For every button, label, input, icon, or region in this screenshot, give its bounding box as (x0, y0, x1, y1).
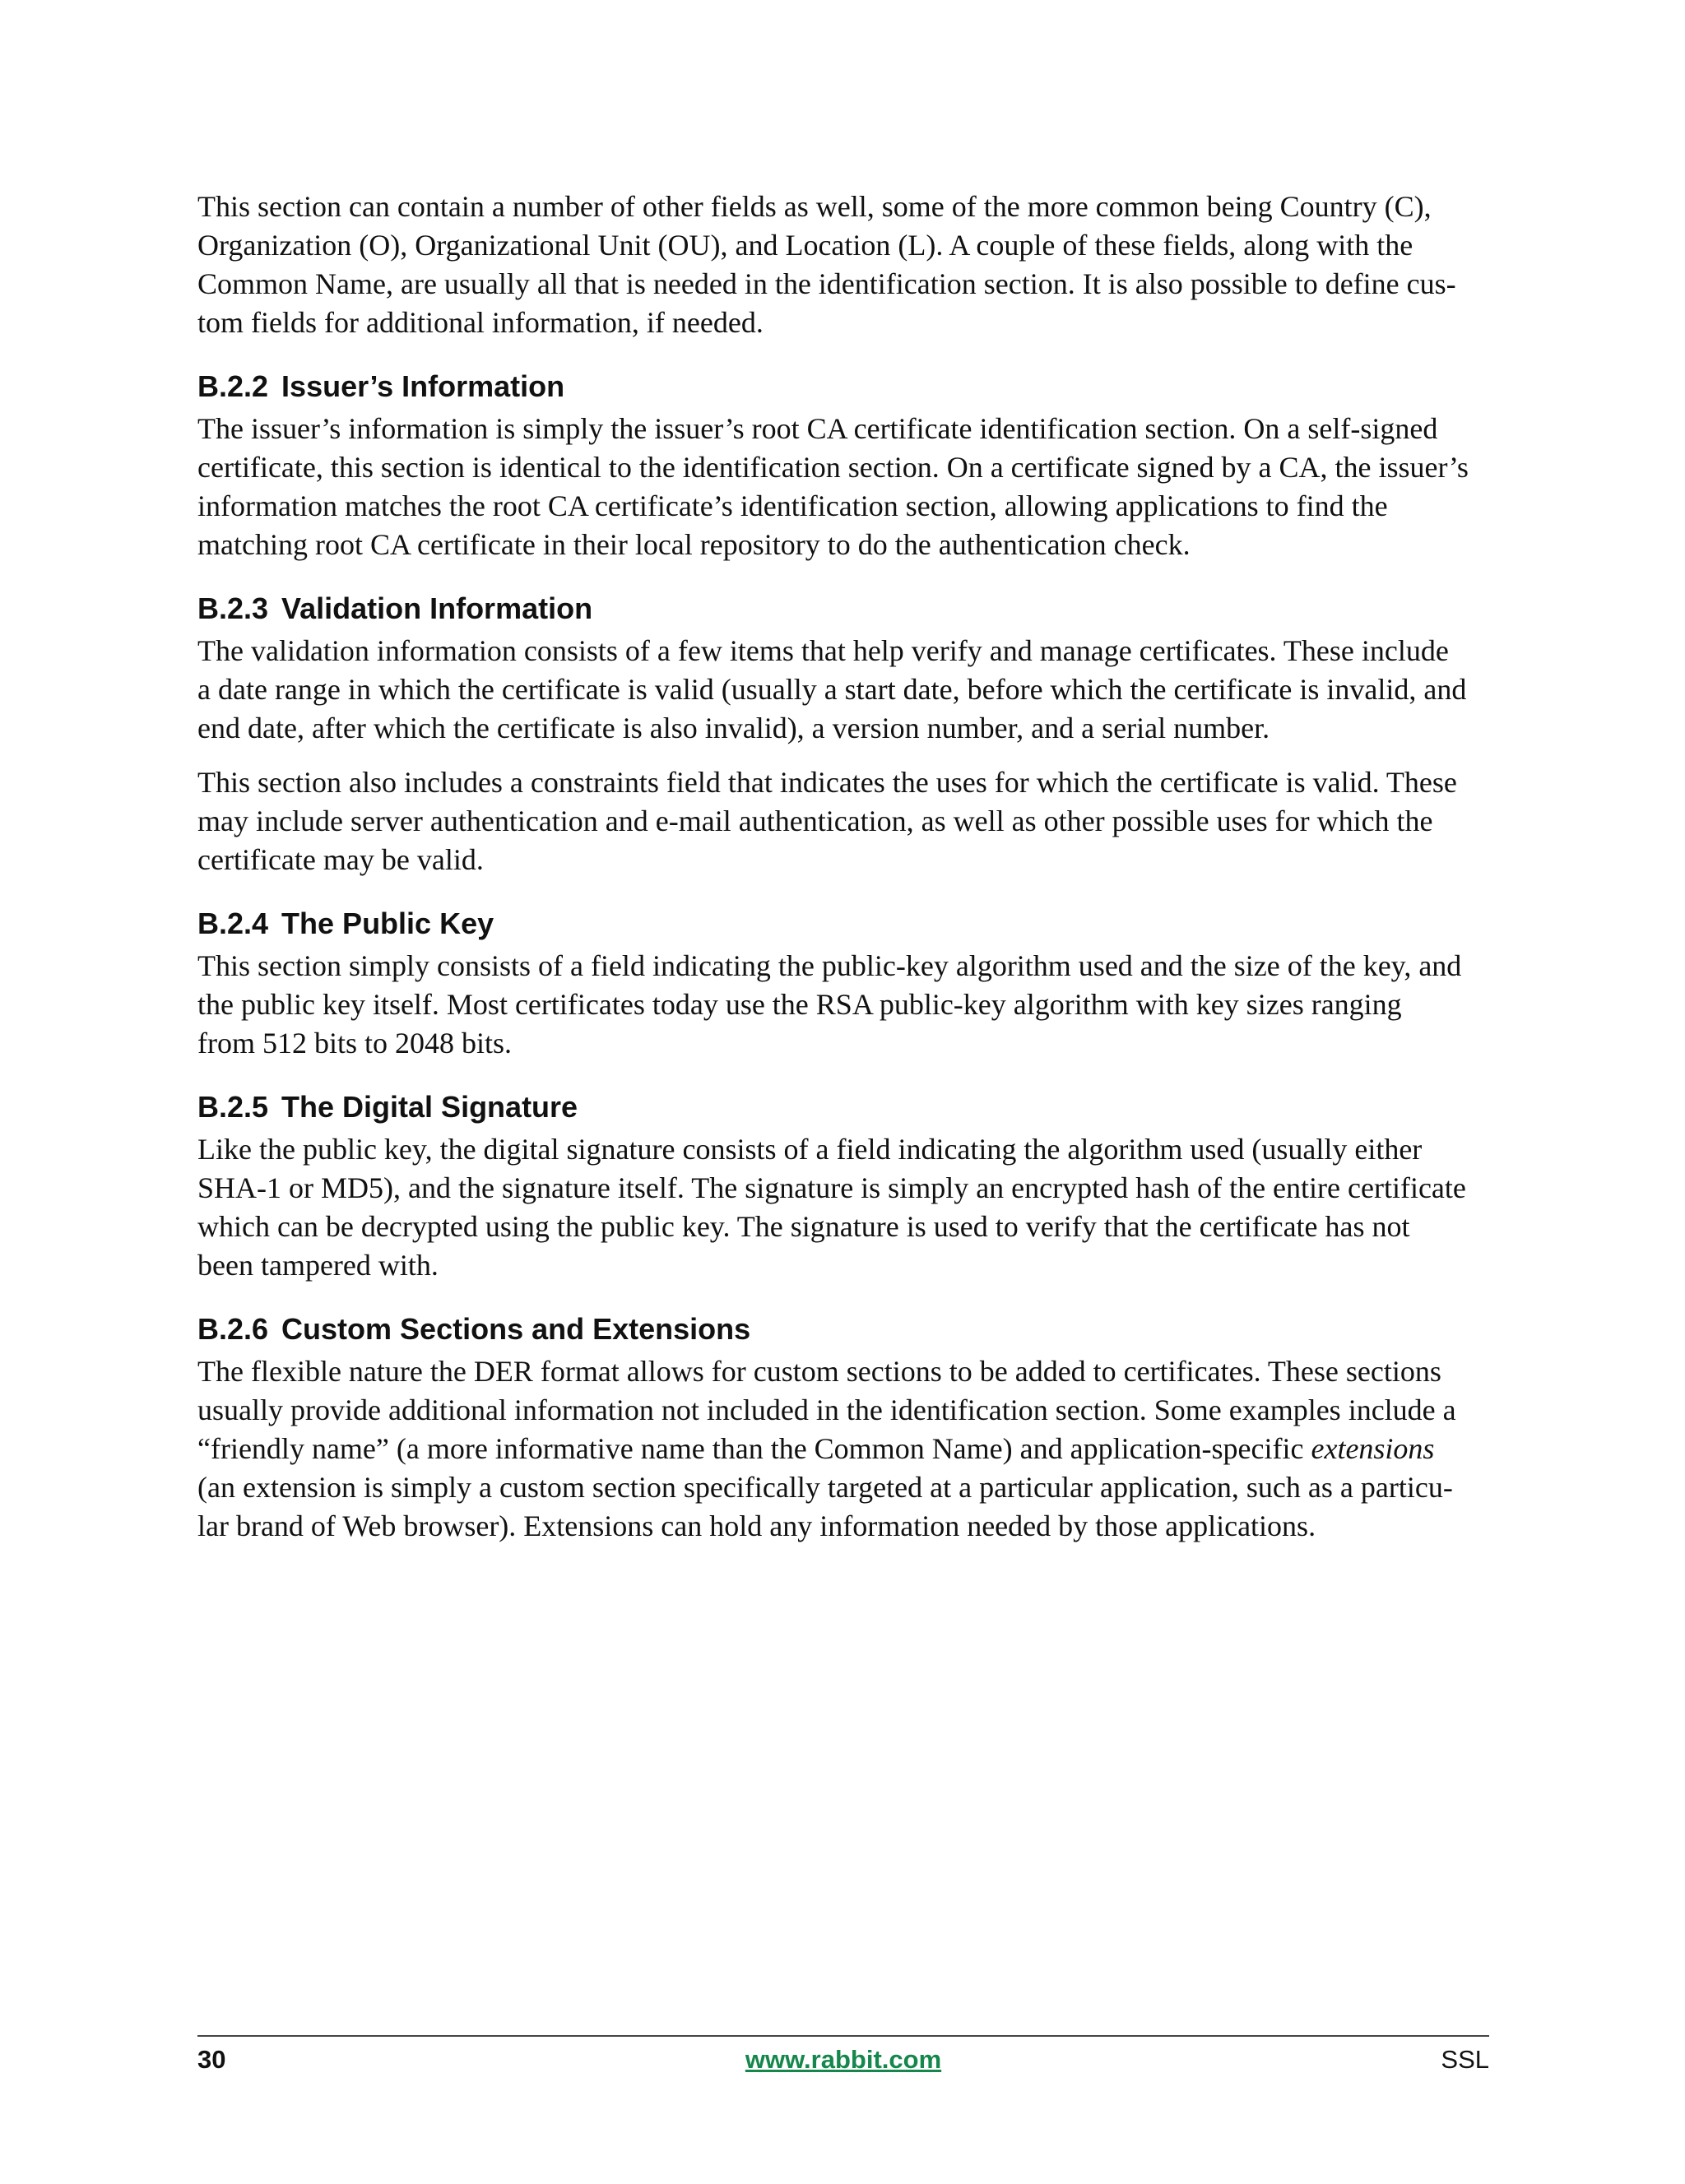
page-body (197, 188, 1489, 1561)
section-title: The Digital Signature (281, 1090, 578, 1124)
emphasis-extensions: extensions (1311, 1432, 1435, 1465)
text-run: “friendly name” (a more informative name than the Common Name) and application-specific (197, 1432, 1311, 1465)
text-line: the public key itself. Most certificates today use the RSA public-key algorithm with key sizes ranging (197, 988, 1402, 1021)
section-paragraph (197, 763, 1489, 879)
section-title: The Public Key (281, 907, 494, 940)
text-line: Organization (O), Organizational Unit (OU), and Location (L). A couple of these fields, along with the (197, 229, 1413, 262)
text-line: This section can contain a number of other fields as well, some of the more common being Country (C), (197, 190, 1432, 223)
section-heading-validation-information (197, 592, 1489, 625)
text-line: certificate may be valid. (197, 843, 484, 876)
section-paragraph (197, 410, 1489, 564)
section-number: B.2.6 (197, 1312, 269, 1346)
document-title: SSL (1441, 2045, 1489, 2074)
section-number: B.2.4 (197, 907, 269, 940)
text-line: usually provide additional information not included in the identification section. Some examples include a (197, 1393, 1456, 1426)
footer-rule (197, 2035, 1489, 2037)
text-line: from 512 bits to 2048 bits. (197, 1027, 513, 1060)
text-line: This section simply consists of a field indicating the public-key algorithm used and the size of the key, and (197, 949, 1462, 982)
text-line: The flexible nature the DER format allows for custom sections to be added to certificates. These sections (197, 1355, 1441, 1388)
section-paragraph (197, 632, 1489, 748)
text-line: Common Name, are usually all that is needed in the identification section. It is also possible to define cus- (197, 267, 1456, 300)
section-number: B.2.5 (197, 1090, 269, 1124)
website-link[interactable]: www.rabbit.com (745, 2045, 942, 2074)
text-line: a date range in which the certificate is valid (usually a start date, before which the certificate is invalid, and (197, 673, 1467, 706)
text-line: may include server authentication and e-mail authentication, as well as other possible uses for which the (197, 805, 1433, 837)
text-line: certificate, this section is identical to the identification section. On a certificate signed by a CA, the issuer’s (197, 451, 1469, 484)
text-line: tom fields for additional information, if needed. (197, 306, 764, 339)
text-line: matching root CA certificate in their local repository to do the authentication check. (197, 528, 1191, 561)
page-number: 30 (197, 2045, 226, 2074)
text-line: The validation information consists of a few items that help verify and manage certificates. These include (197, 634, 1449, 667)
text-line: (an extension is simply a custom section specifically targeted at a particular application, such as a particu- (197, 1471, 1453, 1504)
section-heading-digital-signature (197, 1091, 1489, 1124)
section-paragraph (197, 1130, 1489, 1285)
text-line: lar brand of Web browser). Extensions can hold any information needed by those applications. (197, 1509, 1316, 1542)
text-line: Like the public key, the digital signature consists of a field indicating the algorithm used (usually either (197, 1133, 1423, 1166)
text-line: end date, after which the certificate is also invalid), a version number, and a serial number. (197, 712, 1270, 744)
text-line (197, 1430, 1489, 1468)
section-heading-issuers-information (197, 370, 1489, 403)
text-line: which can be decrypted using the public key. The signature is used to verify that the certificate has not (197, 1210, 1410, 1243)
text-line: This section also includes a constraints field that indicates the uses for which the certificate is valid. These (197, 766, 1457, 799)
intro-paragraph (197, 188, 1489, 342)
section-title: Issuer’s Information (281, 369, 565, 403)
text-line: The issuer’s information is simply the issuer’s root CA certificate identification section. On a self-signed (197, 412, 1438, 445)
section-number: B.2.3 (197, 591, 269, 625)
text-line: SHA-1 or MD5), and the signature itself. The signature is simply an encrypted hash of the entire certificate (197, 1171, 1466, 1204)
page-footer (197, 2045, 1489, 2081)
section-number: B.2.2 (197, 369, 269, 403)
section-paragraph (197, 947, 1489, 1063)
section-heading-public-key (197, 907, 1489, 940)
section-title: Validation Information (281, 591, 593, 625)
text-line: been tampered with. (197, 1249, 439, 1282)
section-title: Custom Sections and Extensions (281, 1312, 751, 1346)
section-paragraph (197, 1352, 1489, 1546)
text-line: information matches the root CA certificate’s identification section, allowing applications to find the (197, 489, 1388, 522)
section-heading-custom-sections (197, 1313, 1489, 1346)
